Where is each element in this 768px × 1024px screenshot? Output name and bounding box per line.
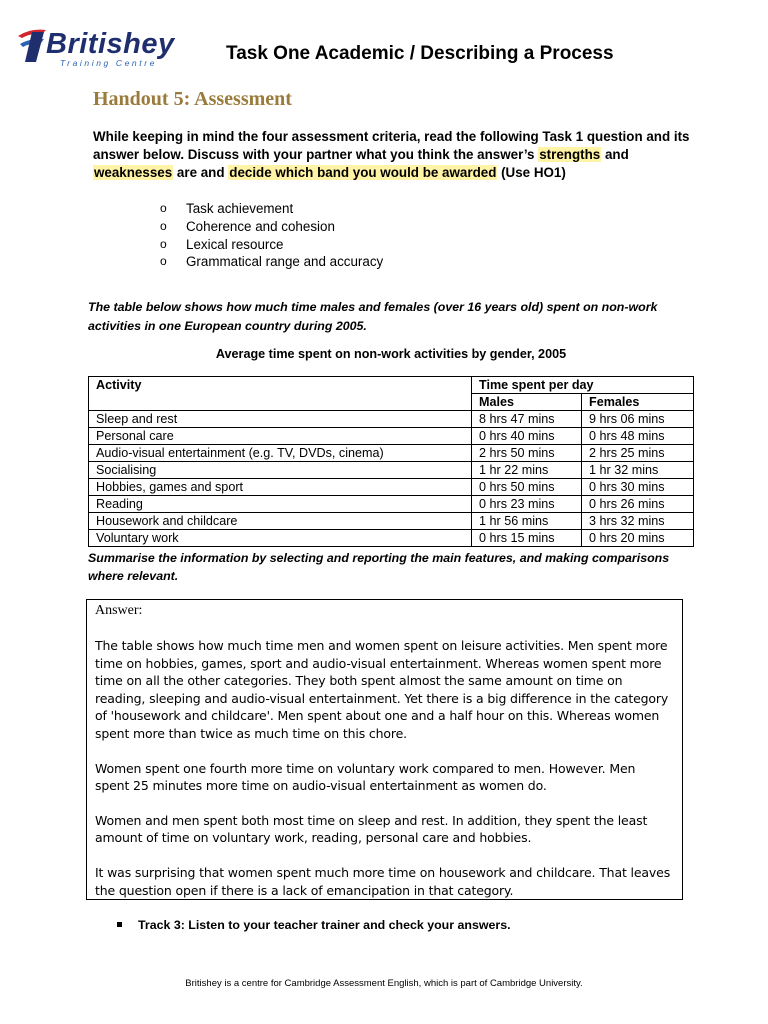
answer-label: Answer: [95, 603, 143, 618]
square-bullet-icon [117, 922, 122, 927]
intro-paragraph [93, 128, 693, 182]
page-title: Task One Academic / Describing a Process [226, 43, 614, 64]
cell-females: 0 hrs 20 mins [582, 530, 694, 547]
header-time-spent: Time spent per day [472, 377, 694, 394]
intro-text-1: While keeping in mind the four assessment criteria, read the following Task 1 question and its answer below. Discuss with your partner what you think the answer’s [93, 129, 690, 162]
criteria-item [160, 236, 383, 254]
table-row [89, 428, 694, 445]
answer-paragraph: Women spent one fourth more time on voluntary work compared to men. However. Men spent 25 minutes more time on audio-visual entertainment as women do. [95, 760, 636, 794]
cell-activity: Housework and childcare [89, 513, 472, 530]
criteria-label: Coherence and cohesion [186, 218, 335, 234]
cell-females: 3 hrs 32 mins [582, 513, 694, 530]
cell-males: 2 hrs 50 mins [472, 445, 582, 462]
table-row [89, 530, 694, 547]
answer-paragraph: The table shows how much time men and women spent on leisure activities. Men spent more time on hobbies, games, sport and audio-visual entertainment. Whereas women spent more time on all the other categories. They both spent almost the same amount on time on reading, sleeping and audio-visual entertainment. Yet there is a big difference in the category of 'housework and childcare'. Men spent about one and a half hour on this. Whereas women spent more than twice as much time on this chore. [95, 638, 669, 741]
cell-activity: Personal care [89, 428, 472, 445]
circle-bullet-icon: o [160, 201, 167, 215]
answer-box [86, 599, 683, 900]
criteria-label: Lexical resource [186, 236, 284, 252]
table-header-row [89, 377, 694, 394]
intro-text-4: (Use HO1) [497, 165, 566, 180]
circle-bullet-icon: o [160, 254, 167, 269]
cell-females: 0 hrs 26 mins [582, 496, 694, 513]
answer-paragraph: Women and men spent both most time on sleep and rest. In addition, they spent the least amount of time on voluntary work, reading, personal care and hobbies. [95, 812, 648, 846]
cell-females: 0 hrs 30 mins [582, 479, 694, 496]
cell-males: 1 hr 56 mins [472, 513, 582, 530]
answer-paragraph: It was surprising that women spent much more time on housework and childcare. That leaves the question open if there is a lack of emancipation in that category. [95, 864, 671, 898]
intro-text-2: and [601, 147, 629, 162]
logo-name: Britishey [46, 28, 175, 60]
logo-subtitle: Training Centre [60, 58, 157, 68]
summarise-instruction: Summarise the information by selecting and reporting the main features, and making comparisons where relevant. [88, 551, 670, 583]
cell-males: 0 hrs 40 mins [472, 428, 582, 445]
criteria-item [160, 253, 383, 271]
cell-activity: Voluntary work [89, 530, 472, 547]
highlight-decide-band: decide which band you would be awarded [229, 165, 497, 180]
table-row [89, 445, 694, 462]
header-females: Females [582, 394, 694, 411]
handout-title: Handout 5: Assessment [93, 88, 292, 110]
cell-activity: Audio-visual entertainment (e.g. TV, DVDs, cinema) [89, 445, 472, 462]
cell-females: 2 hrs 25 mins [582, 445, 694, 462]
highlight-weaknesses: weaknesses [94, 165, 173, 180]
criteria-list [160, 200, 383, 271]
circle-bullet-icon: o [160, 236, 167, 251]
header-males: Males [472, 394, 582, 411]
cell-activity: Socialising [89, 462, 472, 479]
table-title: Average time spent on non-work activities by gender, 2005 [215, 347, 567, 361]
cell-females: 0 hrs 48 mins [582, 428, 694, 445]
criteria-label: Task achievement [186, 201, 294, 216]
circle-bullet-icon: o [160, 218, 167, 233]
cell-activity: Sleep and rest [89, 411, 472, 428]
table-row [89, 411, 694, 428]
cell-activity: Reading [89, 496, 472, 513]
table-row [89, 513, 694, 530]
track-instruction [117, 918, 511, 932]
intro-text-3: are and [173, 165, 229, 180]
cell-activity: Hobbies, games and sport [89, 479, 472, 496]
page-footer: Britishey is a centre for Cambridge Assessment English, which is part of Cambridge University. [185, 978, 583, 989]
cell-males: 0 hrs 15 mins [472, 530, 582, 547]
cell-males: 8 hrs 47 mins [472, 411, 582, 428]
highlight-strengths: strengths [539, 147, 601, 162]
table-row [89, 496, 694, 513]
criteria-item [160, 218, 383, 236]
criteria-item [160, 200, 383, 218]
header-activity: Activity [89, 377, 472, 411]
cell-females: 1 hr 32 mins [582, 462, 694, 479]
table-row [89, 462, 694, 479]
activity-table [88, 376, 694, 547]
criteria-label: Grammatical range and accuracy [186, 254, 384, 270]
britishey-logo [16, 22, 176, 72]
cell-females: 9 hrs 06 mins [582, 411, 694, 428]
cell-males: 0 hrs 50 mins [472, 479, 582, 496]
task-question: The table below shows how much time males and females (over 16 years old) spent on non-work activities in one European country during 2005. [88, 300, 658, 333]
cell-males: 0 hrs 23 mins [472, 496, 582, 513]
cell-males: 1 hr 22 mins [472, 462, 582, 479]
table-row [89, 479, 694, 496]
track-text: Track 3: Listen to your teacher trainer and check your answers. [138, 918, 511, 932]
